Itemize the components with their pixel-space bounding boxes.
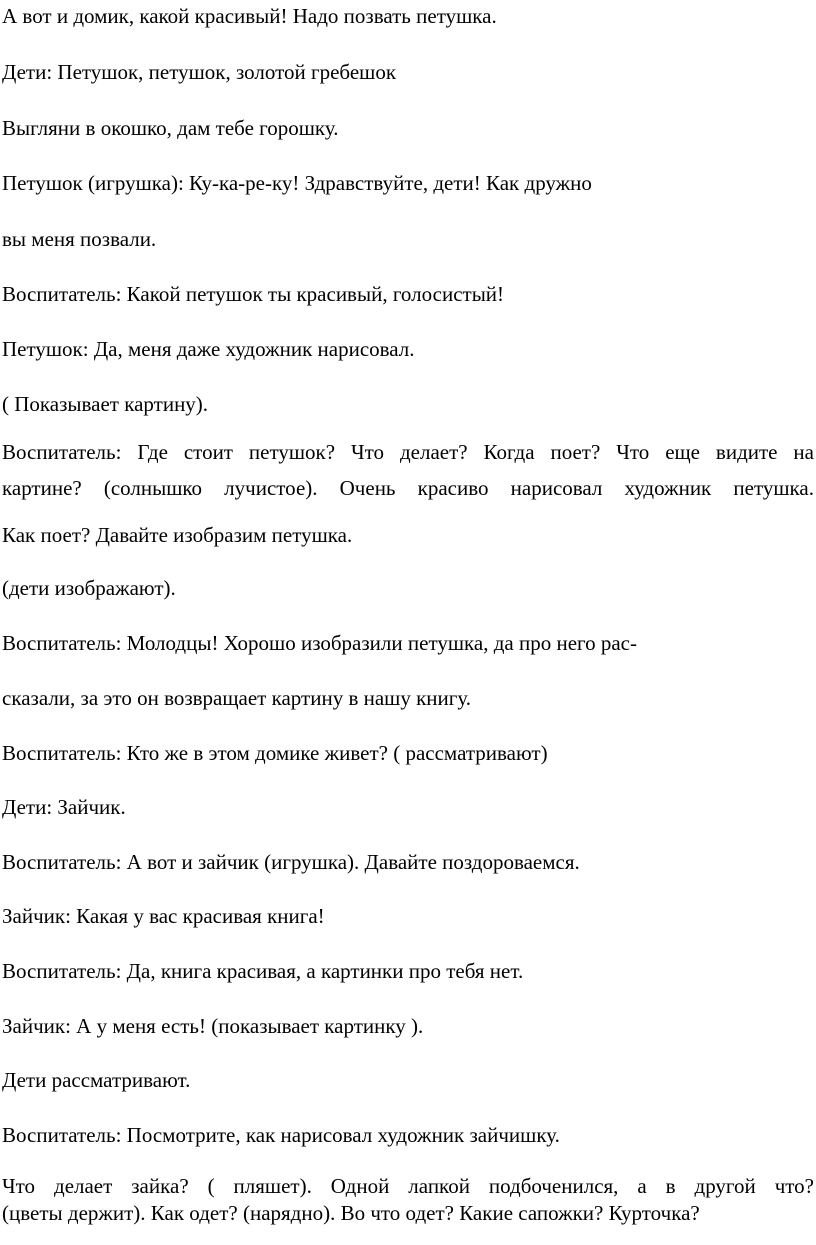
text-line: Как поет? Давайте изобразим петушка. xyxy=(2,523,353,547)
text-line: Петушок: Да, меня даже художник нарисовал. xyxy=(2,337,415,361)
text-line: вы меня позвали. xyxy=(2,227,157,251)
justified-line: картине? (солнышко лучистое). Очень красиво нарисовал художник петушка. xyxy=(2,476,814,500)
text-line: Выгляни в окошко, дам тебе горошку. xyxy=(2,116,339,140)
text-line: Дети: Зайчик. xyxy=(2,795,126,819)
text-line: А вот и домик, какой красивый! Надо позвать петушка. xyxy=(2,4,497,28)
text-line: Дети: Петушок, петушок, золотой гребешок xyxy=(2,60,397,84)
text-line: Дети рассматривают. xyxy=(2,1068,191,1092)
text-line: (цветы держит). Как одет? (нарядно). Во что одет? Какие сапожки? Курточка? xyxy=(2,1201,700,1225)
text-line: Воспитатель: Да, книга красивая, а картинки про тебя нет. xyxy=(2,959,524,983)
text-line: Воспитатель: Посмотрите, как нарисовал художник зайчишку. xyxy=(2,1123,560,1147)
text-line: Воспитатель: Кто же в этом домике живет? ( рассматривают) xyxy=(2,741,548,765)
text-line: Воспитатель: Какой петушок ты красивый, голосистый! xyxy=(2,282,505,306)
text-line: Зайчик: А у меня есть! (показывает картинку ). xyxy=(2,1014,424,1038)
text-line: ( Показывает картину). xyxy=(2,392,209,416)
text-line: Зайчик: Какая у вас красивая книга! xyxy=(2,904,325,928)
text-line: сказали, за это он возвращает картину в нашу книгу. xyxy=(2,686,472,710)
justified-line: Воспитатель: Где стоит петушок? Что делает? Когда поет? Что еще видите на xyxy=(2,440,814,464)
text-line: Воспитатель: Молодцы! Хорошо изобразили петушка, да про него рас- xyxy=(2,631,637,655)
text-line: (дети изображают). xyxy=(2,576,176,600)
justified-line: Что делает зайка? ( пляшет). Одной лапкой подбоченился, а в другой что? xyxy=(2,1174,814,1198)
text-line: Петушок (игрушка): Ку-ка-ре-ку! Здравствуйте, дети! Как дружно xyxy=(2,171,592,195)
text-line: Воспитатель: А вот и зайчик (игрушка). Давайте поздороваемся. xyxy=(2,850,580,874)
